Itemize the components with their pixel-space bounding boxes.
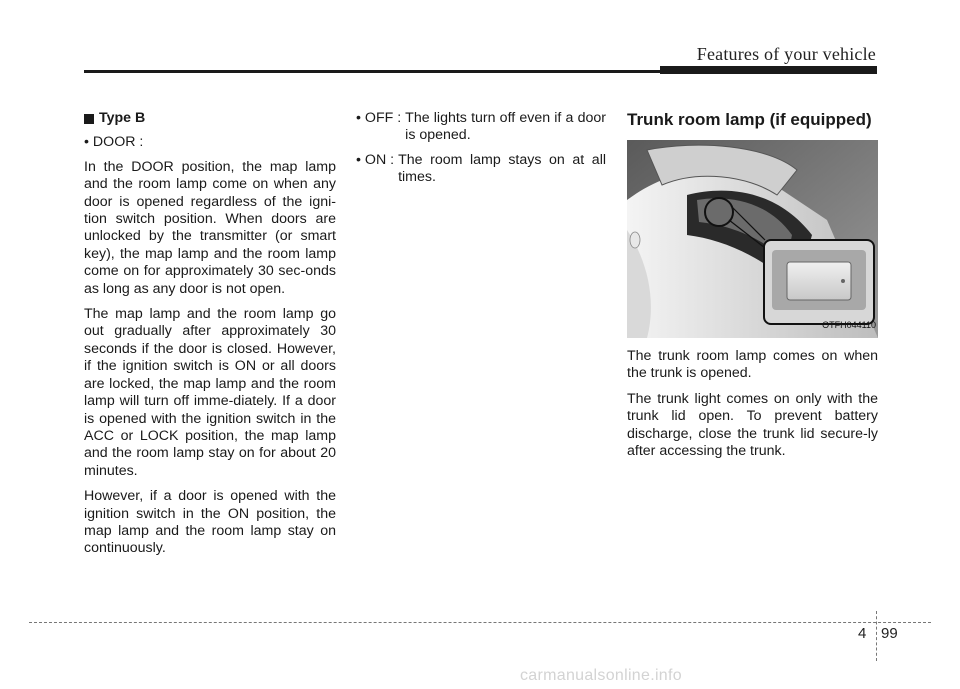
section-title: Trunk room lamp (if equipped) <box>627 110 872 129</box>
trunk-lamp-figure <box>627 140 878 338</box>
column-right <box>627 110 878 468</box>
door-bullet: • DOOR : <box>84 134 144 151</box>
type-heading-label: Type B <box>99 110 146 126</box>
square-bullet-icon <box>84 114 94 124</box>
definition-term: • ON : <box>356 151 395 168</box>
page-number: 99 <box>881 625 898 642</box>
definition-item-off <box>356 110 606 145</box>
footer-divider <box>876 611 877 661</box>
type-heading <box>84 110 336 127</box>
footer-rule <box>29 622 931 623</box>
definition-item-on <box>356 152 606 187</box>
paragraph: The map lamp and the room lamp go out gradually after approximately 30 seconds if the door is closed. However, if the ignition switch is ON or all doors are locked, the map lamp and the room lamp will turn off imme-diately. If a door is opened with the ignition switch in the ACC or LOCK position, the map lamp and the room lamp stay on for about 20 minutes. <box>84 306 336 479</box>
definition-term: • OFF : <box>356 110 402 126</box>
running-header: Features of your vehicle <box>696 44 876 64</box>
column-left <box>84 110 336 566</box>
definition-desc: The room lamp stays on at all times. <box>398 151 606 186</box>
definition-desc: The lights turn off even if a door is opened. <box>405 110 606 144</box>
paragraph: In the DOOR position, the map lamp and the room lamp come on when any door is opened regardless of the igni-tion switch position. When doors are unlocked by the transmitter (or smart key), the map lamp and the room lamp come on for approximately 30 sec-onds as long as any door is not open. <box>84 158 336 297</box>
paragraph: The trunk room lamp comes on when the trunk is opened. <box>627 348 878 382</box>
paragraph: However, if a door is opened with the ignition switch in the ON position, the map lamp and the room lamp stay on continuously. <box>84 488 336 557</box>
paragraph: The trunk light comes on only with the trunk lid open. To prevent battery discharge, close the trunk lid secure-ly after accessing the trunk. <box>627 390 878 460</box>
figure-code: OTFH044110 <box>822 319 876 330</box>
trunk-illustration <box>627 140 878 338</box>
chapter-number: 4 <box>858 625 867 642</box>
header-rule-accent <box>660 66 877 74</box>
header-rule <box>84 70 662 73</box>
watermark: carmanualsonline.info <box>520 667 682 684</box>
column-middle <box>356 110 606 194</box>
